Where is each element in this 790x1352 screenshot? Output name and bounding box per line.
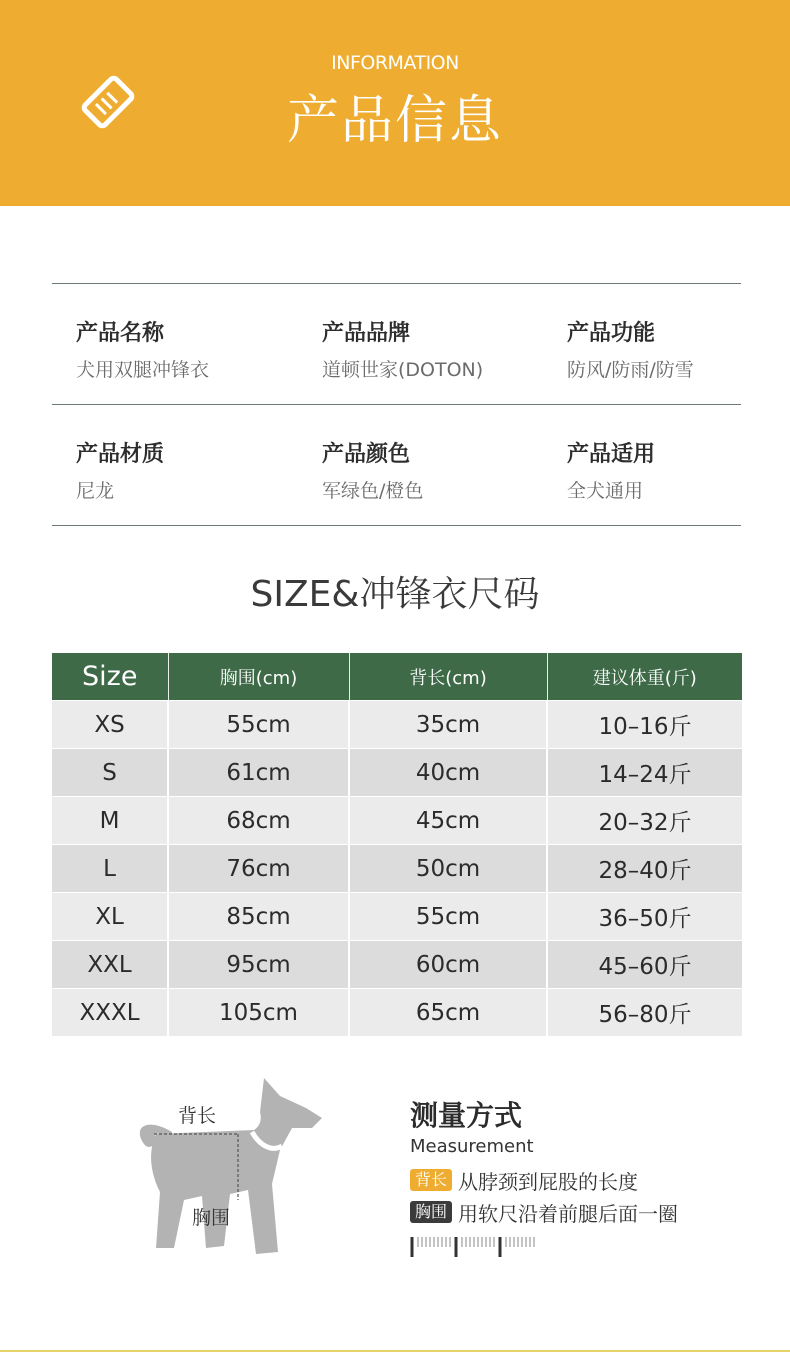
dog-measurement-illustration	[132, 1072, 332, 1262]
measurement-title: 测量方式	[410, 1099, 523, 1132]
measurement-chest-line	[410, 1199, 678, 1225]
info-row	[52, 404, 741, 526]
measurement-back-line	[410, 1167, 678, 1193]
table-row	[52, 701, 742, 749]
cell-size: L	[52, 845, 168, 893]
cell-chest: 61cm	[168, 749, 349, 797]
table-row	[52, 845, 742, 893]
info-cell-suitable	[567, 437, 655, 503]
info-cell-brand	[322, 316, 483, 382]
column-header-size: Size	[52, 653, 168, 701]
cell-chest: 85cm	[168, 893, 349, 941]
cell-size: XXXL	[52, 989, 168, 1037]
info-label: 产品品牌	[322, 321, 411, 346]
product-info-grid	[52, 283, 741, 526]
cell-chest: 55cm	[168, 701, 349, 749]
cell-chest: 68cm	[168, 797, 349, 845]
info-value: 尼龙	[76, 480, 115, 502]
back-length-text: 从脖颈到屁股的长度	[458, 1169, 639, 1194]
cell-size: M	[52, 797, 168, 845]
info-cell-function	[567, 316, 694, 382]
table-row	[52, 749, 742, 797]
header-banner	[0, 0, 790, 206]
chest-tag: 胸围	[410, 1201, 452, 1223]
table-row	[52, 989, 742, 1037]
table-row	[52, 893, 742, 941]
table-row	[52, 797, 742, 845]
table-row	[52, 941, 742, 989]
cell-weight: 14–24斤	[547, 749, 742, 797]
info-cell-name	[76, 316, 209, 382]
cell-back: 60cm	[349, 941, 547, 989]
cell-back: 50cm	[349, 845, 547, 893]
column-header-chest: 胸围(cm)	[168, 653, 349, 701]
cell-back: 35cm	[349, 701, 547, 749]
cell-back: 45cm	[349, 797, 547, 845]
cell-back: 55cm	[349, 893, 547, 941]
column-header-weight: 建议体重(斤)	[547, 653, 742, 701]
info-value: 防风/防雨/防雪	[567, 359, 694, 381]
cell-size: XS	[52, 701, 168, 749]
cell-weight: 36–50斤	[547, 893, 742, 941]
cell-chest: 105cm	[168, 989, 349, 1037]
cell-weight: 10–16斤	[547, 701, 742, 749]
info-value: 道顿世家(DOTON)	[322, 359, 484, 381]
dog-silhouette-icon	[140, 1078, 322, 1254]
cell-size: S	[52, 749, 168, 797]
info-label: 产品适用	[567, 442, 656, 467]
info-value: 犬用双腿冲锋衣	[76, 359, 210, 381]
info-value: 军绿色/橙色	[322, 480, 424, 502]
back-length-tag: 背长	[410, 1169, 452, 1191]
table-header-row	[52, 653, 742, 701]
header-subtitle: INFORMATION	[331, 52, 459, 74]
dog-back-label: 背长	[178, 1105, 217, 1127]
info-label: 产品名称	[76, 321, 165, 346]
cell-back: 65cm	[349, 989, 547, 1037]
cell-weight: 56–80斤	[547, 989, 742, 1037]
chest-text: 用软尺沿着前腿后面一圈	[458, 1201, 679, 1226]
info-row	[52, 283, 741, 404]
cell-weight: 28–40斤	[547, 845, 742, 893]
cell-chest: 76cm	[168, 845, 349, 893]
dog-chest-label: 胸围	[192, 1207, 231, 1229]
cell-weight: 45–60斤	[547, 941, 742, 989]
size-table	[52, 653, 742, 1036]
header-title: 产品信息	[286, 91, 503, 151]
cell-back: 40cm	[349, 749, 547, 797]
column-header-back: 背长(cm)	[349, 653, 547, 701]
info-cell-color	[322, 437, 423, 503]
info-value: 全犬通用	[567, 480, 644, 502]
size-section-title: SIZE&冲锋衣尺码	[250, 574, 540, 615]
measurement-subtitle: Measurement	[410, 1136, 534, 1157]
cell-weight: 20–32斤	[547, 797, 742, 845]
info-label: 产品颜色	[322, 442, 411, 467]
info-label: 产品材质	[76, 442, 165, 467]
ruler-icon	[410, 1235, 550, 1259]
cell-chest: 95cm	[168, 941, 349, 989]
info-label: 产品功能	[567, 321, 656, 346]
measurement-panel	[410, 1094, 678, 1263]
cell-size: XL	[52, 893, 168, 941]
info-cell-material	[76, 437, 164, 503]
cell-size: XXL	[52, 941, 168, 989]
